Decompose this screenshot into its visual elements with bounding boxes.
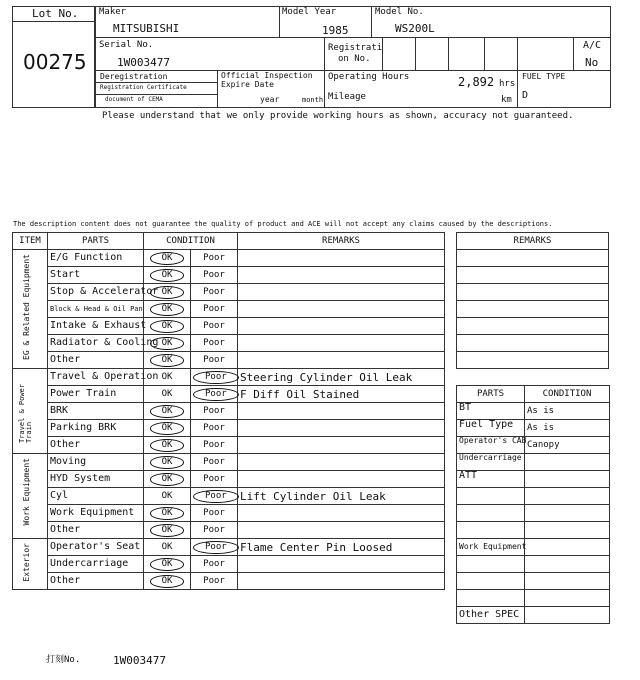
ok-option[interactable]	[144, 369, 191, 386]
table-row	[13, 335, 445, 352]
table-row	[13, 250, 445, 267]
parts-header: PARTS	[457, 386, 525, 403]
ok-label: OK	[150, 320, 185, 333]
divider	[415, 37, 416, 71]
table-row	[457, 522, 610, 539]
poor-label: Poor	[193, 371, 239, 384]
remark-cell	[238, 267, 445, 284]
table-row	[457, 488, 610, 505]
part-condition	[525, 522, 610, 539]
part-name: Cyl	[48, 488, 144, 505]
table-row	[457, 420, 610, 437]
table-row	[13, 556, 445, 573]
table-header	[457, 233, 609, 250]
poor-label: Poor	[203, 405, 225, 416]
remark-cell	[457, 335, 609, 352]
poor-label: Poor	[203, 269, 225, 280]
part-name: Other	[48, 522, 144, 539]
ok-option[interactable]	[144, 522, 191, 539]
remark-cell	[238, 437, 445, 454]
part-name: Other	[48, 437, 144, 454]
part-name: Travel & Operation	[48, 369, 144, 386]
ok-label: OK	[150, 252, 185, 265]
remark-cell	[457, 301, 609, 318]
remark-cell: Flame Center Pin Loosed	[238, 539, 445, 556]
group-label: Travel & Power Train	[18, 383, 33, 443]
official-inspection-label-1: Official Inspection	[221, 71, 313, 80]
divider	[324, 70, 325, 108]
ok-option[interactable]	[144, 403, 191, 420]
table-row	[13, 301, 445, 318]
part-name: Parking BRK	[48, 420, 144, 437]
group-cell	[13, 454, 48, 539]
divider	[279, 6, 280, 38]
table-row	[457, 539, 610, 556]
table-row	[13, 437, 445, 454]
ok-option[interactable]	[144, 505, 191, 522]
poor-option[interactable]	[191, 369, 238, 386]
registration-label-2: on No.	[338, 54, 371, 64]
poor-label: Poor	[203, 439, 225, 450]
poor-label: Poor	[203, 456, 225, 467]
table-row	[457, 284, 609, 301]
ok-option[interactable]	[144, 539, 191, 556]
remark-cell	[457, 284, 609, 301]
part-condition	[525, 607, 610, 624]
table-row	[13, 318, 445, 335]
fuel-type-label: FUEL TYPE	[522, 72, 566, 81]
poor-option[interactable]	[191, 250, 238, 267]
poor-option[interactable]	[191, 454, 238, 471]
divider	[371, 6, 372, 38]
divider	[95, 94, 217, 95]
poor-option[interactable]	[191, 539, 238, 556]
table-row	[13, 284, 445, 301]
table-row	[13, 454, 445, 471]
table-row	[457, 505, 610, 522]
part-name: Intake & Exhaust	[48, 318, 144, 335]
ac-value: No	[585, 56, 599, 69]
ok-option[interactable]	[144, 573, 191, 590]
table-row	[457, 318, 609, 335]
table-row	[13, 352, 445, 369]
table-header	[457, 386, 610, 403]
ok-label: OK	[150, 337, 185, 350]
ok-label: OK	[150, 422, 185, 435]
operating-hours-value: 2,892	[458, 75, 495, 89]
table-row	[457, 590, 610, 607]
mileage-label: Mileage	[328, 92, 366, 102]
hours-notice: Please understand that we only provide working hours as shown, accuracy not guaranteed.	[102, 111, 574, 121]
right-remarks-table	[456, 232, 609, 369]
right-remarks-header: REMARKS	[457, 233, 609, 250]
part-name	[457, 556, 525, 573]
poor-label: Poor	[203, 252, 225, 263]
poor-option[interactable]	[191, 505, 238, 522]
ok-option[interactable]	[144, 318, 191, 335]
part-name: Other	[48, 352, 144, 369]
ok-label: OK	[150, 405, 185, 418]
remark-cell: F Diff Oil Stained	[238, 386, 445, 403]
work-equipment-label: Work Equipment	[457, 539, 525, 556]
ok-label: OK	[161, 490, 173, 501]
poor-option[interactable]	[191, 471, 238, 488]
poor-option[interactable]	[191, 386, 238, 403]
table-row	[13, 267, 445, 284]
group-cell	[13, 369, 48, 454]
poor-label: Poor	[203, 286, 225, 297]
ok-label: OK	[161, 371, 173, 382]
ok-label: OK	[161, 541, 173, 552]
divider	[484, 37, 485, 71]
table-row	[13, 386, 445, 403]
poor-option[interactable]	[191, 403, 238, 420]
part-condition: As is	[525, 403, 610, 420]
deregistration-label: Deregistration	[100, 72, 168, 81]
part-name: BT	[457, 403, 525, 420]
part-name: Undercarriage	[457, 454, 525, 471]
stamp-value: 1W003477	[113, 654, 166, 667]
remark-cell	[238, 403, 445, 420]
ok-option[interactable]	[144, 454, 191, 471]
part-condition: As is	[525, 420, 610, 437]
part-name: Radiator & Cooling	[48, 335, 144, 352]
remark-cell	[457, 250, 609, 267]
registration-certificate-label: Registration Certificate	[100, 84, 187, 91]
part-condition	[525, 488, 610, 505]
poor-option[interactable]	[191, 420, 238, 437]
table-row	[13, 539, 445, 556]
remark-cell	[238, 505, 445, 522]
remark-cell	[238, 301, 445, 318]
poor-option[interactable]	[191, 267, 238, 284]
remark-cell	[238, 471, 445, 488]
poor-option[interactable]	[191, 284, 238, 301]
poor-label: Poor	[203, 303, 225, 314]
poor-label: Poor	[203, 422, 225, 433]
part-name: Stop & Accelerator	[48, 284, 144, 301]
operating-hours-label: Operating Hours	[328, 72, 410, 82]
divider	[382, 37, 383, 71]
group-label: EG & Related Equipment	[22, 254, 31, 360]
remark-cell	[457, 318, 609, 335]
ok-option[interactable]	[144, 488, 191, 505]
group-label: Exterior	[22, 543, 31, 582]
poor-label: Poor	[203, 473, 225, 484]
table-row	[457, 454, 610, 471]
remark-cell	[238, 284, 445, 301]
part-name: Operator's CAB	[457, 437, 525, 454]
part-condition	[525, 454, 610, 471]
remark-cell	[238, 573, 445, 590]
poor-label: Poor	[193, 490, 239, 503]
poor-option[interactable]	[191, 488, 238, 505]
registration-label-1: Registrati	[328, 43, 383, 53]
remark-cell	[238, 318, 445, 335]
disclaimer: The description content does not guarantee the quality of product and ACE will not accept any claims caused by the descriptions.	[13, 220, 553, 228]
ok-label: OK	[150, 286, 185, 299]
table-row	[457, 301, 609, 318]
model-year-value: 1985	[322, 24, 349, 37]
poor-option[interactable]	[191, 335, 238, 352]
serial-no-value: 1W003477	[117, 56, 170, 69]
divider	[517, 37, 518, 71]
poor-option[interactable]	[191, 352, 238, 369]
col-remarks: REMARKS	[238, 233, 445, 250]
table-row	[457, 573, 610, 590]
divider	[324, 37, 325, 71]
part-name: Power Train	[48, 386, 144, 403]
table-row	[457, 335, 609, 352]
model-year-label: Model Year	[282, 7, 337, 17]
condition-grid	[12, 232, 445, 590]
divider	[217, 70, 218, 108]
part-condition	[525, 590, 610, 607]
remark-cell	[457, 352, 609, 369]
remark-cell	[238, 250, 445, 267]
part-name	[457, 505, 525, 522]
maker-value: MITSUBISHI	[113, 22, 180, 35]
lot-number: 00275	[23, 50, 87, 74]
remark-cell	[238, 556, 445, 573]
part-name	[457, 573, 525, 590]
table-header	[13, 233, 445, 250]
part-condition	[525, 573, 610, 590]
poor-label: Poor	[193, 388, 239, 401]
part-name: Operator's Seat	[48, 539, 144, 556]
ok-label: OK	[150, 269, 185, 282]
document-cema-label: document of CEMA	[105, 96, 163, 103]
divider	[448, 37, 449, 71]
part-condition	[525, 471, 610, 488]
ok-option[interactable]	[144, 335, 191, 352]
poor-option[interactable]	[191, 573, 238, 590]
part-name: Moving	[48, 454, 144, 471]
ok-option[interactable]	[144, 386, 191, 403]
col-item: ITEM	[13, 233, 48, 250]
ok-option[interactable]	[144, 471, 191, 488]
part-condition	[525, 539, 610, 556]
table-row	[457, 250, 609, 267]
part-name: Work Equipment	[48, 505, 144, 522]
ac-label: A/C	[583, 40, 602, 51]
part-name	[457, 488, 525, 505]
group-label: Work Equipment	[22, 458, 31, 526]
table-row	[13, 420, 445, 437]
ok-label: OK	[150, 354, 185, 367]
table-row	[13, 522, 445, 539]
ok-label: OK	[150, 303, 185, 316]
part-name: Fuel Type	[457, 420, 525, 437]
part-condition	[525, 505, 610, 522]
year-label: year	[260, 95, 280, 104]
km-unit: km	[501, 95, 512, 105]
remark-cell: Steering Cylinder Oil Leak	[238, 369, 445, 386]
divider	[517, 70, 518, 108]
model-no-value: WS200L	[395, 22, 435, 35]
maker-label: Maker	[99, 7, 127, 17]
ok-label: OK	[150, 524, 185, 537]
poor-label: Poor	[203, 507, 225, 518]
ok-option[interactable]	[144, 352, 191, 369]
ok-option[interactable]	[144, 301, 191, 318]
poor-label: Poor	[193, 541, 239, 554]
ok-label: OK	[161, 388, 173, 399]
ok-option[interactable]	[144, 420, 191, 437]
poor-option[interactable]	[191, 437, 238, 454]
part-name: BRK	[48, 403, 144, 420]
part-condition	[525, 556, 610, 573]
ok-label: OK	[150, 507, 185, 520]
official-inspection-label-2: Expire Date	[221, 80, 274, 89]
table-row	[457, 607, 610, 624]
ok-option[interactable]	[144, 556, 191, 573]
remark-cell	[238, 420, 445, 437]
fuel-type-value: D	[522, 90, 529, 101]
part-name	[457, 522, 525, 539]
month-label: month	[302, 96, 324, 104]
table-row	[13, 369, 445, 386]
remark-cell	[238, 522, 445, 539]
poor-label: Poor	[203, 337, 225, 348]
poor-option[interactable]	[191, 556, 238, 573]
part-name	[457, 590, 525, 607]
table-row	[13, 488, 445, 505]
col-parts: PARTS	[48, 233, 144, 250]
lot-no-label: Lot No.	[32, 7, 79, 20]
ok-label: OK	[150, 456, 185, 469]
table-row	[457, 267, 609, 284]
poor-label: Poor	[203, 354, 225, 365]
poor-option[interactable]	[191, 301, 238, 318]
remark-cell	[238, 352, 445, 369]
stamp-label: 打刻No.	[46, 655, 81, 665]
divider	[95, 82, 217, 83]
table-row	[457, 352, 609, 369]
table-row	[457, 403, 610, 420]
table-row	[457, 437, 610, 454]
remark-cell	[457, 267, 609, 284]
poor-label: Poor	[203, 575, 225, 586]
table-row	[13, 403, 445, 420]
part-name: Start	[48, 267, 144, 284]
table-row	[13, 505, 445, 522]
group-cell	[13, 539, 48, 590]
part-name: Block & Head & Oil Pan	[48, 301, 144, 318]
divider	[573, 37, 574, 71]
ok-option[interactable]	[144, 267, 191, 284]
poor-label: Poor	[203, 558, 225, 569]
hrs-unit: hrs	[499, 79, 516, 89]
part-name: Undercarriage	[48, 556, 144, 573]
remark-cell	[238, 454, 445, 471]
remark-cell: Lift Cylinder Oil Leak	[238, 488, 445, 505]
ok-option[interactable]	[144, 284, 191, 301]
ok-option[interactable]	[144, 437, 191, 454]
ok-label: OK	[150, 473, 185, 486]
ok-label: OK	[150, 439, 185, 452]
poor-label: Poor	[203, 320, 225, 331]
col-condition: CONDITION	[144, 233, 238, 250]
part-condition: Canopy	[525, 437, 610, 454]
table-row	[457, 471, 610, 488]
part-name: E/G Function	[48, 250, 144, 267]
serial-no-label: Serial No.	[99, 40, 154, 50]
table-row	[13, 573, 445, 590]
condition-header: CONDITION	[525, 386, 610, 403]
other-spec-label: Other SPEC	[457, 607, 525, 624]
group-cell	[13, 250, 48, 369]
ok-option[interactable]	[144, 250, 191, 267]
part-name: ATT	[457, 471, 525, 488]
part-name: HYD System	[48, 471, 144, 488]
parts-condition-table	[456, 385, 610, 624]
ok-label: OK	[150, 558, 185, 571]
table-row	[13, 471, 445, 488]
model-no-label: Model No.	[375, 7, 424, 17]
remark-cell	[238, 335, 445, 352]
poor-option[interactable]	[191, 318, 238, 335]
ok-label: OK	[150, 575, 185, 588]
part-name: Other	[48, 573, 144, 590]
poor-option[interactable]	[191, 522, 238, 539]
table-row	[457, 556, 610, 573]
poor-label: Poor	[203, 524, 225, 535]
